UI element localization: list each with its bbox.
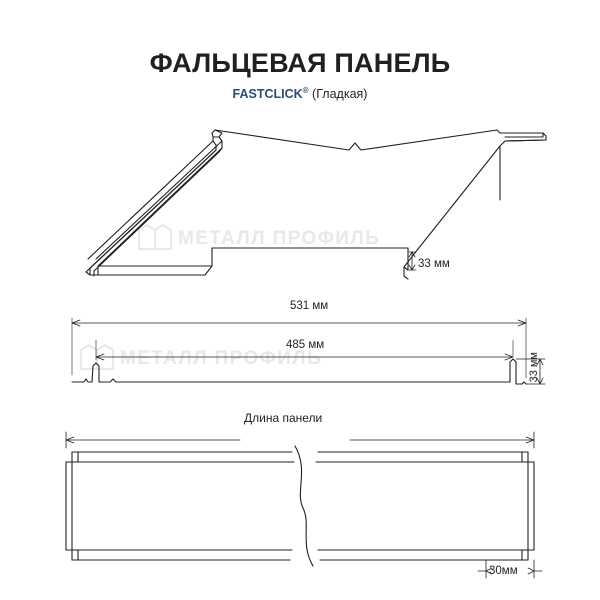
label-height-top: 33 мм [418, 258, 450, 270]
watermark-text-bottom: МЕТАЛЛ ПРОФИЛЬ [120, 348, 323, 369]
label-height-right: 33 мм [528, 352, 540, 383]
dimension-33-top [409, 252, 416, 270]
brand-registered-icon: ® [302, 86, 309, 95]
watermark-text-top: МЕТАЛЛ ПРОФИЛЬ [178, 228, 381, 249]
label-useful-width: 485 мм [286, 339, 325, 351]
cross-section-view [72, 359, 526, 384]
dimension-531 [72, 320, 526, 326]
dimension-panel-length [66, 432, 534, 448]
brand-name: FASTCLICK [232, 87, 303, 102]
plan-view [66, 446, 534, 566]
page-title: ФАЛЬЦЕВАЯ ПАНЕЛЬ [149, 48, 451, 78]
label-thickness-bottom: 30мм [489, 565, 518, 577]
isometric-view [86, 130, 546, 279]
label-panel-length: Длина панели [244, 411, 323, 425]
subtitle-suffix: (Гладкая) [308, 87, 368, 102]
label-total-width: 531 мм [290, 300, 329, 312]
dimension-485 [96, 354, 513, 360]
